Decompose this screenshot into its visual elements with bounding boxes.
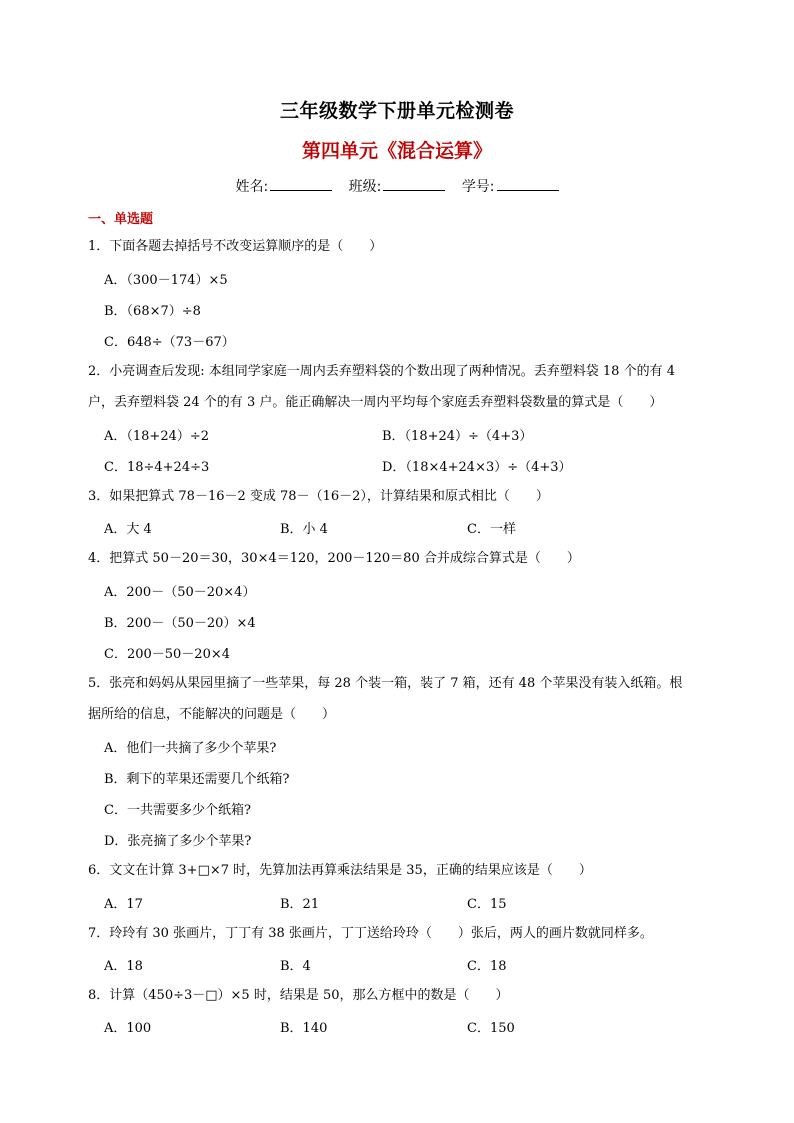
question-7-option-a: A．18 [104,959,143,974]
question-8-stem: 8．计算（450÷3－□）×5 时，结果是 50，那么方框中的数是（ ） [88,988,509,1003]
question-5-option-b: B．剩下的苹果还需要几个纸箱? [104,772,290,787]
question-2-option-c: C．18÷4+24÷3 [104,460,210,475]
id-blank [497,178,559,191]
question-3-option-a: A．大 4 [104,522,152,537]
unit-subtitle: 第四单元《混合运算》 [301,140,492,162]
question-2-stem-line-1: 2．小亮调查后发现: 本组同学家庭一周内丢弃塑料袋的个数出现了两种情况。丢弃塑料袋 18 个的有 4 [88,364,675,379]
question-1-option-c: C．648÷（73－67） [104,335,235,350]
question-6-option-b: B．21 [280,897,320,912]
question-5-option-a: A．他们一共摘了多少个苹果? [104,741,277,756]
question-7-option-c: C．18 [467,959,507,974]
question-2-option-d: D．（18×4+24×3）÷（4+3） [382,460,572,475]
page-title: 三年级数学下册单元检测卷 [279,100,514,122]
question-3-option-b: B．小 4 [280,522,328,537]
question-7-stem: 7．玲玲有 30 张画片，丁丁有 38 张画片，丁丁送给玲玲（ ）张后，两人的画片数就同样多。 [88,926,653,941]
question-1-option-b: B．（68×7）÷8 [104,304,201,319]
student-info-line [0,176,794,196]
question-3-stem: 3．如果把算式 78－16－2 变成 78－（16－2），计算结果和原式相比（ ） [88,489,549,504]
question-2-option-a: A．（18+24）÷2 [104,429,210,444]
id-field [462,179,559,195]
question-8-option-a: A．100 [104,1021,152,1036]
name-field [235,179,332,195]
question-4-stem: 4．把算式 50－20＝30，30×4＝120，200－120＝80 合并成综合算式是（ ） [88,551,580,566]
question-4-option-b: B．200－（50－20）×4 [104,616,256,631]
name-blank [270,178,332,191]
section-heading: 一、单选题 [88,212,154,227]
question-2-option-b: B．（18+24）÷（4+3） [382,429,533,444]
question-1-stem: 1．下面各题去掉括号不改变运算顺序的是（ ） [88,239,383,254]
question-8-option-b: B．140 [280,1021,328,1036]
question-7-option-b: B．4 [280,959,311,974]
question-1-option-a: A．（300－174）×5 [104,273,228,288]
class-blank [383,178,445,191]
question-4-option-a: A．200－（50－20×4） [104,585,256,600]
question-5-stem-line-1: 5．张亮和妈妈从果园里摘了一些苹果，每 28 个装一箱，装了 7 箱，还有 48 个苹果没有装入纸箱。根 [88,676,683,691]
class-field [349,179,446,195]
name-label: 姓名: [235,179,269,195]
class-label: 班级: [348,179,382,195]
question-3-option-c: C．一样 [467,522,516,537]
question-4-option-c: C．200－50－20×4 [104,647,231,662]
question-2-stem-line-2: 户，丢弃塑料袋 24 个的有 3 户。能正确解决一周内平均每个家庭丢弃塑料袋数量的算式是（ ） [88,395,663,410]
question-5-stem-line-2: 据所给的信息，不能解决的问题是（ ） [88,707,336,722]
question-5-option-c: C．一共需要多少个纸箱? [104,803,251,818]
id-label: 学号: [461,179,495,195]
question-6-stem: 6．文文在计算 3+□×7 时，先算加法再算乘法结果是 35，正确的结果应该是（ ） [88,863,592,878]
question-8-option-c: C．150 [467,1021,515,1036]
question-6-option-a: A．17 [104,897,143,912]
question-6-option-c: C．15 [467,897,507,912]
question-5-option-d: D．张亮摘了多少个苹果? [104,834,252,849]
